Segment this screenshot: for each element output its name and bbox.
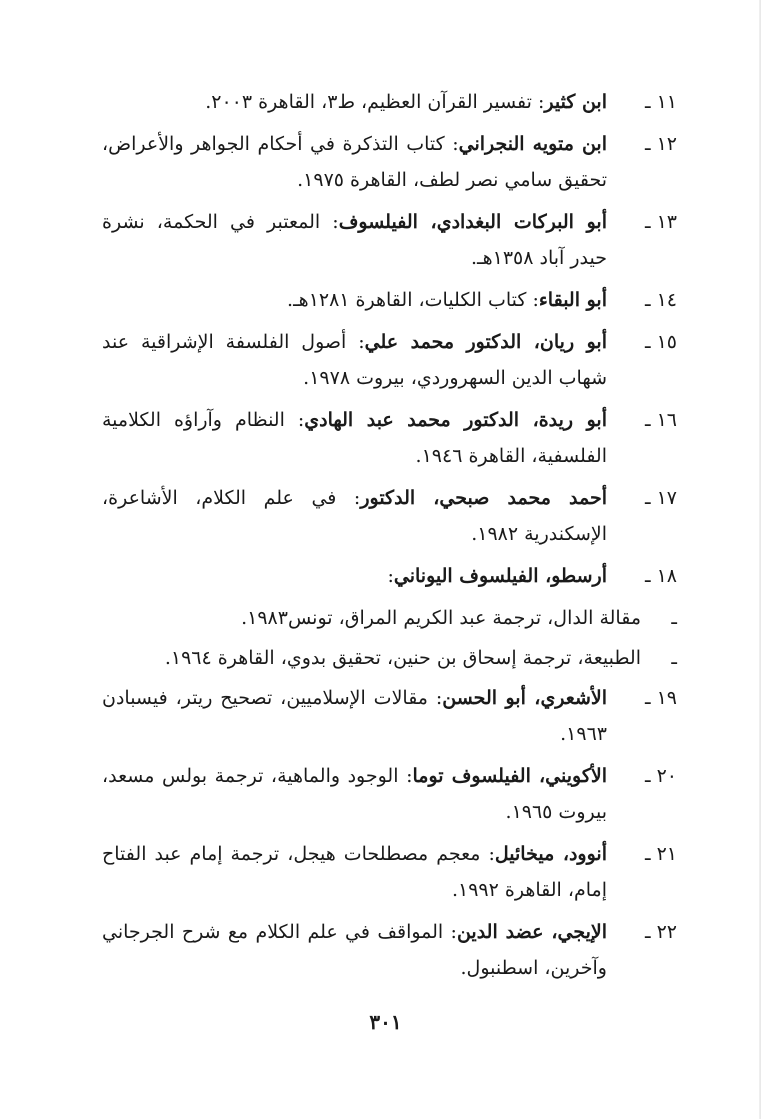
entry-text: : النظام وآراؤه الكلامية الفلسفية، القاهرة ١٩٤٦. <box>102 409 607 467</box>
page-edge-shadow <box>759 0 761 1119</box>
entry-author: أحمد محمد صبحي، الدكتور <box>360 487 607 509</box>
entry-text: : المعتبر في الحكمة، نشرة حيدر آباد ١٣٥٨هـ. <box>102 211 607 269</box>
entry-text: : أصول الفلسفة الإشراقية عند شهاب الدين السهروردي، بيروت ١٩٧٨. <box>102 331 607 389</box>
entry-text: : مقالات الإسلاميين، تصحيح ريتر، فيسبادن ١٩٦٣. <box>102 687 607 745</box>
entry-text: : المواقف في علم الكلام مع شرح الجرجاني وآخرين، اسطنبول. <box>102 921 607 979</box>
bibliography-entry <box>102 282 677 318</box>
entry-text: : معجم مصطلحات هيجل، ترجمة إمام عبد الفتاح إمام، القاهرة ١٩٩٢. <box>102 843 607 901</box>
entry-text: : كتاب الكليات، القاهرة ١٢٨١هـ. <box>287 289 539 311</box>
bibliography-entry <box>102 324 677 396</box>
subentry-dash: ـ <box>671 607 677 629</box>
entry-author: ابن كثير <box>544 91 607 113</box>
page-number: ٣٠١ <box>369 1010 402 1034</box>
entry-number: ١٣ ـ <box>644 211 677 233</box>
entry-author: أبو ريان، الدكتور محمد علي <box>364 331 608 353</box>
entry-text: : <box>387 565 394 587</box>
entry-number: ٢٢ ـ <box>644 921 677 943</box>
entry-author: أبو البركات البغدادي، الفيلسوف <box>338 211 607 233</box>
entry-number: ١٧ ـ <box>644 487 677 509</box>
entry-text: مقالة الدال، ترجمة عبد الكريم المراق، تونس١٩٨٣. <box>241 607 641 629</box>
entry-number: ١٦ ـ <box>644 409 677 431</box>
bibliography-entry <box>102 126 677 198</box>
entry-number: ٢٠ ـ <box>644 765 677 787</box>
bibliography-entry <box>102 84 677 120</box>
bibliography-entry <box>102 914 677 986</box>
entry-text: : تفسير القرآن العظيم، ط٣، القاهرة ٢٠٠٣. <box>205 91 545 113</box>
bibliography-entry <box>102 480 677 552</box>
entry-number: ١٥ ـ <box>644 331 677 353</box>
entry-author: أرسطو، الفيلسوف اليوناني <box>393 565 607 587</box>
entry-text: : الوجود والماهية، ترجمة بولس مسعد، بيروت ١٩٦٥. <box>102 765 607 823</box>
bibliography-entry <box>102 402 677 474</box>
entry-author: أبو ريدة، الدكتور محمد عبد الهادي <box>304 409 608 431</box>
entry-number: ١٩ ـ <box>644 687 677 709</box>
entry-author: الأشعري، أبو الحسن <box>442 687 607 709</box>
entry-number: ١١ ـ <box>644 91 677 113</box>
entry-text: الطبيعة، ترجمة إسحاق بن حنين، تحقيق بدوي، القاهرة ١٩٦٤. <box>164 647 641 669</box>
subentry-dash: ـ <box>671 647 677 669</box>
entry-author: ابن متويه النجراني <box>458 133 607 155</box>
entry-number: ١٨ ـ <box>644 565 677 587</box>
entry-text: : في علم الكلام، الأشاعرة، الإسكندرية ١٩٨٢. <box>102 487 607 545</box>
entry-text: : كتاب التذكرة في أحكام الجواهر والأعراض، تحقيق سامي نصر لطف، القاهرة ١٩٧٥. <box>102 133 607 191</box>
entry-number: ٢١ ـ <box>644 843 677 865</box>
entry-author: أبو البقاء <box>538 289 607 311</box>
entry-author: الإيجي، عضد الدين <box>456 921 607 943</box>
bibliography-entry <box>102 204 677 276</box>
bibliography-entry <box>102 680 677 752</box>
entry-number: ١٤ ـ <box>644 289 677 311</box>
bibliography-entry <box>102 758 677 830</box>
entry-author: الأكويني، الفيلسوف توما <box>412 765 607 787</box>
entry-author: أنوود، ميخائيل <box>494 843 607 865</box>
entry-number: ١٢ ـ <box>644 133 677 155</box>
bibliography-list <box>102 84 677 992</box>
bibliography-entry <box>102 836 677 908</box>
bibliography-entry <box>102 558 677 594</box>
bibliography-subentry <box>102 640 677 676</box>
bibliography-subentry <box>102 600 677 636</box>
